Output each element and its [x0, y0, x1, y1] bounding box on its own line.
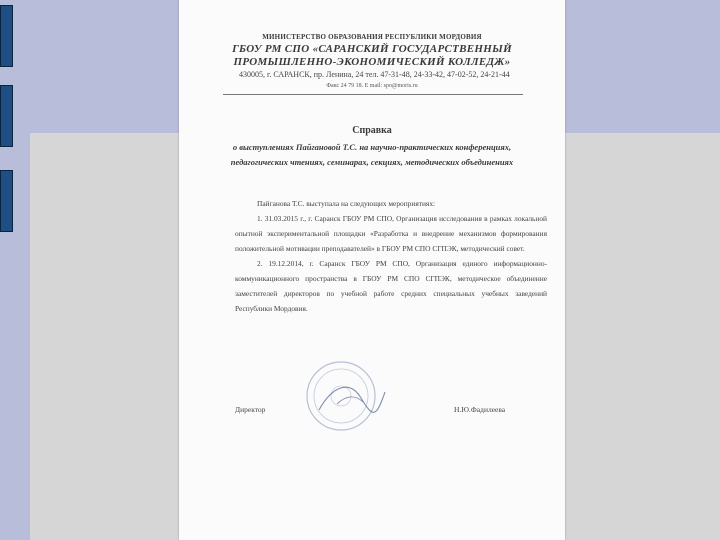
body-lead: Пайганова Т.С. выступала на следующих мероприятиях:	[257, 199, 436, 208]
side-decoration-tab-2	[0, 85, 13, 147]
organization-name-line1: ГБОУ РМ СПО «САРАНСКИЙ ГОСУДАРСТВЕННЫЙ	[232, 43, 512, 55]
organization-name-line2: ПРОМЫШЛЕННО-ЭКОНОМИЧЕСКИЙ КОЛЛЕДЖ»	[233, 56, 511, 68]
signature-name: Н.Ю.Фадилеева	[454, 405, 506, 414]
side-decoration-tab-1	[0, 5, 13, 67]
document-title: Справка	[352, 125, 392, 136]
ministry-header: МИНИСТЕРСТВО ОБРАЗОВАНИЯ РЕСПУБЛИКИ МОРДОВИЯ	[262, 33, 482, 41]
event-item-2: 2. 19.12.2014, г. Саранск ГБОУ РМ СПО, Организация единого информационно-коммуникационного пространства в ГБОУ РМ СПО СГПЭК, методическое объединение заместителей директоров по учебной работе средних специальных учебных заведений Республики Мордовия.	[235, 259, 547, 313]
scanned-document	[179, 0, 565, 540]
document-body	[235, 196, 547, 316]
signature-role: Директор	[235, 405, 266, 414]
side-decoration-tab-3	[0, 170, 13, 232]
header-divider	[223, 94, 523, 95]
official-seal-stamp	[301, 358, 391, 438]
slide-background-left	[0, 0, 30, 540]
event-item-1: 1. 31.03.2015 г., г. Саранск ГБОУ РМ СПО, Организация исследования в рамках локальной опытной экспериментальной площадки «Разработка и внедрение механизмов формирования положительной мотивации преподавателей» в ГБОУ РМ СПО СГПЭК, методический совет.	[235, 214, 547, 253]
organization-address: 430005, г. САРАНСК, пр. Ленина, 24 тел. 47-31-48, 24-33-42, 47-02-52, 24-21-44	[239, 70, 510, 79]
document-subtitle: о выступлениях Пайгановой Т.С. на научно-практических конференциях, педагогических чтениях, семинарах, секциях, методических объединениях	[230, 142, 514, 167]
organization-fax-email: Факс 24 79 18. E mail: spo@moris.ru	[326, 83, 418, 89]
